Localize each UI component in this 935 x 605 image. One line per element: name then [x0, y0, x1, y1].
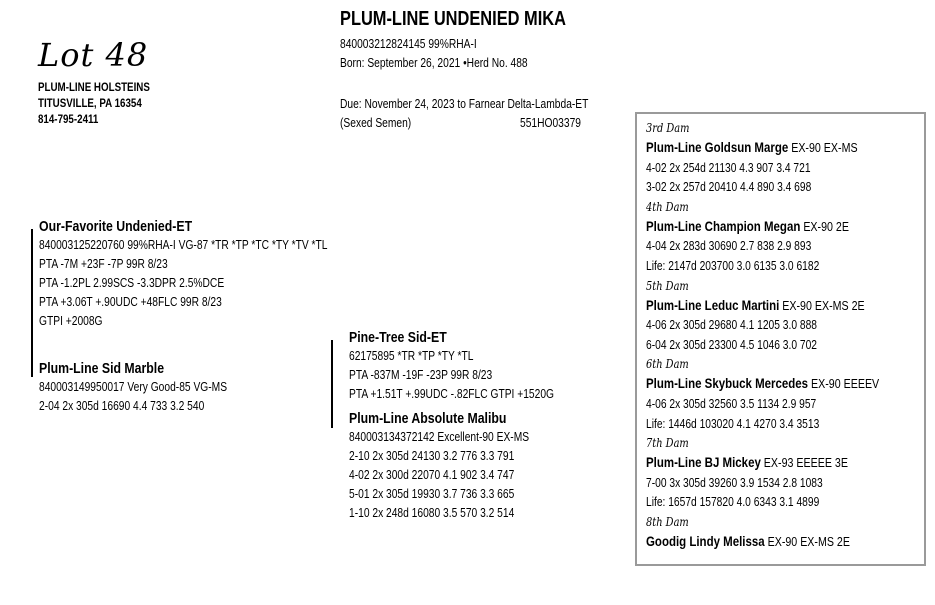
dam-score: EX-90 2E [800, 218, 849, 234]
dam-name: Plum-Line Leduc Martini [646, 296, 780, 313]
dam-label: 8th Dam [646, 514, 689, 529]
animal-id: 840003212824145 99%RHA-I [340, 37, 477, 51]
granddam-line: 5-01 2x 305d 19930 3.7 736 3.3 665 [349, 487, 515, 501]
dam-name: Goodig Lindy Melissa [646, 532, 765, 549]
dam-name: Plum-Line Sid Marble [39, 360, 165, 377]
mgs-bracket [331, 340, 333, 428]
dam-label: 6th Dam [646, 357, 689, 372]
dam-score: EX-90 EX-MS [788, 140, 858, 155]
dam-label: 5th Dam [646, 278, 689, 293]
breeder-info [38, 80, 150, 128]
dam-score: EX-90 EEEEV [808, 376, 880, 392]
mgs-block [349, 328, 554, 404]
dam-score: EX-90 EX-MS 2E [764, 533, 850, 549]
breeder-name: PLUM-LINE HOLSTEINS [38, 82, 150, 94]
dam-name: Plum-Line BJ Mickey [646, 454, 761, 471]
dam-record: 7-00 3x 305d 39260 3.9 1534 2.8 1083 [646, 475, 823, 490]
dam-record: 4-02 2x 254d 21130 4.3 907 3.4 721 [646, 160, 811, 175]
sire-block [39, 217, 327, 331]
female-line-box [635, 112, 926, 566]
animal-details [340, 35, 528, 73]
granddam-block [349, 409, 529, 523]
sire-bracket [31, 229, 33, 377]
granddam-line: 1-10 2x 248d 16080 3.5 570 3.2 514 [349, 506, 515, 520]
mgs-line: PTA -837M -19F -23P 99R 8/23 [349, 368, 493, 382]
animal-born: Born: September 26, 2021 •Herd No. 488 [340, 56, 528, 70]
granddam-line: 4-02 2x 300d 22070 4.1 902 3.4 747 [349, 468, 515, 482]
dam-list [646, 119, 879, 553]
sire-line: PTA -1.2PL 2.99SCS -3.3DPR 2.5%DCE [39, 276, 225, 290]
dam-record: Life: 1446d 103020 4.1 4270 3.4 3513 [646, 416, 820, 431]
dam-record: Life: 1657d 157820 4.0 6343 3.1 4899 [646, 495, 820, 510]
dam-score: EX-93 EEEEE 3E [760, 455, 848, 471]
dam-record: Life: 2147d 203700 3.0 6135 3.0 6182 [646, 258, 820, 273]
mgs-name: Pine-Tree Sid-ET [349, 329, 447, 346]
sire-name: Our-Favorite Undenied-ET [39, 218, 193, 235]
granddam-line: 2-10 2x 305d 24130 3.2 776 3.3 791 [349, 449, 515, 463]
sire-line: PTA +3.06T +.90UDC +48FLC 99R 8/23 [39, 295, 222, 309]
breeder-phone: 814-795-2411 [38, 114, 99, 126]
due-info [340, 95, 588, 114]
dam-label: 7th Dam [646, 436, 689, 451]
dam-record: 4-06 2x 305d 29680 4.1 1205 3.0 888 [646, 318, 817, 333]
animal-name: PLUM-LINE UNDENIED MIKA [340, 8, 566, 30]
mgs-line: 62175895 *TR *TP *TY *TL [349, 349, 474, 363]
dam-label: 4th Dam [646, 199, 689, 214]
dam-name: Plum-Line Goldsun Marge [646, 139, 789, 155]
sire-line: PTA -7M +23F -7P 99R 8/23 [39, 257, 168, 271]
dam-name: Plum-Line Skybuck Mercedes [646, 375, 809, 392]
dam-line: 840003149950017 Very Good-85 VG-MS [39, 380, 228, 394]
granddam-line: 840003134372142 Excellent-90 EX-MS [349, 430, 530, 444]
dam-record: 4-06 2x 305d 32560 3.5 1134 2.9 957 [646, 396, 817, 411]
due-line: Due: November 24, 2023 to Farnear Delta-Lambda-ET [340, 97, 589, 111]
lot-number: Lot 48 [38, 36, 149, 74]
mgs-line: PTA +1.51T +.99UDC -.82FLC GTPI +1520G [349, 387, 555, 401]
dam-name: Plum-Line Champion Megan [646, 217, 801, 234]
breeder-city: TITUSVILLE, PA 16354 [38, 98, 142, 110]
sire-line: 840003125220760 99%RHA-I VG-87 *TR *TP *TC *TY *TV *TL [39, 238, 328, 252]
semen-type: (Sexed Semen) [340, 116, 412, 130]
granddam-name: Plum-Line Absolute Malibu [349, 410, 507, 427]
dam-record: 4-04 2x 283d 30690 2.7 838 2.9 893 [646, 239, 812, 254]
dam-line: 2-04 2x 305d 16690 4.4 733 3.2 540 [39, 399, 205, 413]
semen-code: 551HO03379 [520, 116, 581, 130]
dam-block [39, 359, 227, 416]
dam-label: 3rd Dam [646, 121, 690, 135]
dam-record: 3-02 2x 257d 20410 4.4 890 3.4 698 [646, 180, 812, 195]
dam-score: EX-90 EX-MS 2E [779, 297, 865, 313]
dam-record: 6-04 2x 305d 23300 4.5 1046 3.0 702 [646, 337, 817, 352]
sire-line: GTPI +2008G [39, 314, 103, 328]
